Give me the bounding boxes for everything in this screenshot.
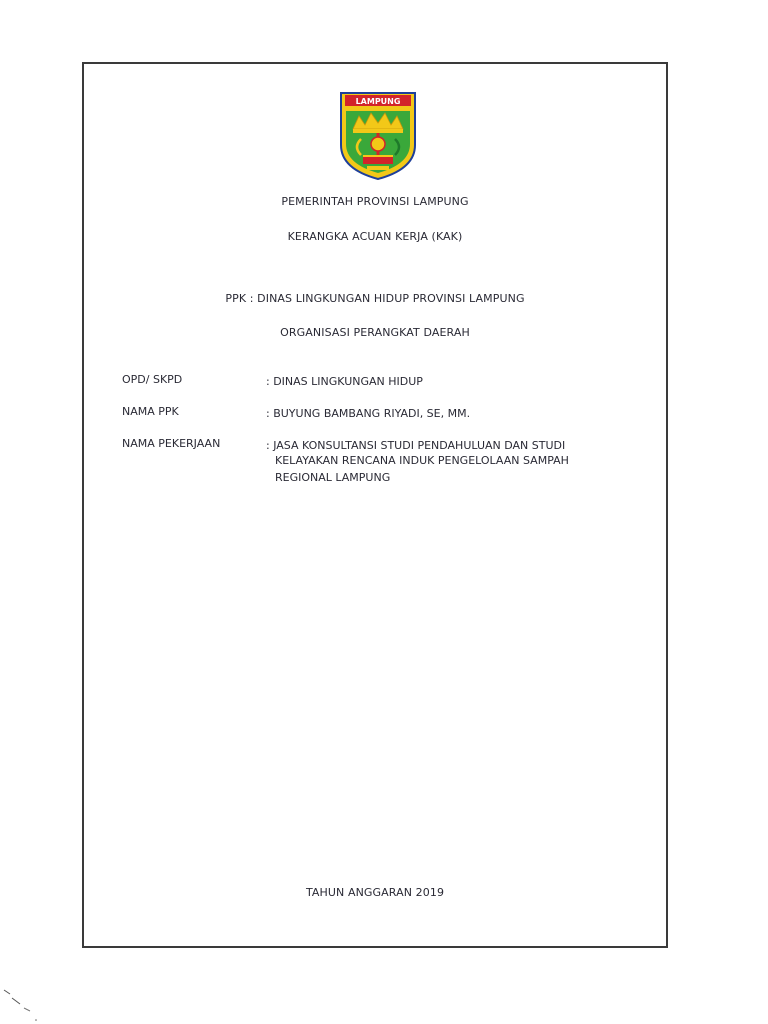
field-label-ppk-name: NAMA PPK	[122, 405, 179, 418]
lampung-emblem	[339, 89, 417, 181]
budget-year: TAHUN ANGGARAN 2019	[305, 886, 445, 899]
document-type-title: KERANGKA ACUAN KERJA (KAK)	[287, 230, 463, 243]
emblem-banner-text: LAMPUNG	[355, 97, 401, 106]
field-label-job-name: NAMA PEKERJAAN	[122, 437, 221, 450]
scan-specks	[0, 980, 50, 1024]
ppk-title: PPK : DINAS LINGKUNGAN HIDUP PROVINSI LAMPUNG	[225, 292, 525, 305]
field-value-job-name-line3: REGIONAL LAMPUNG	[275, 471, 391, 484]
organization-title: ORGANISASI PERANGKAT DAERAH	[280, 326, 470, 339]
field-value-job-name: : JASA KONSULTANSI STUDI PENDAHULUAN DAN STUDI	[266, 439, 566, 452]
field-value-job-name-line2: KELAYAKAN RENCANA INDUK PENGELOLAAN SAMPAH	[275, 454, 569, 467]
field-value-opd: : DINAS LINGKUNGAN HIDUP	[266, 375, 423, 388]
government-title: PEMERINTAH PROVINSI LAMPUNG	[281, 195, 469, 208]
field-label-opd: OPD/ SKPD	[122, 373, 183, 386]
field-value-ppk-name: : BUYUNG BAMBANG RIYADI, SE, MM.	[266, 407, 471, 420]
